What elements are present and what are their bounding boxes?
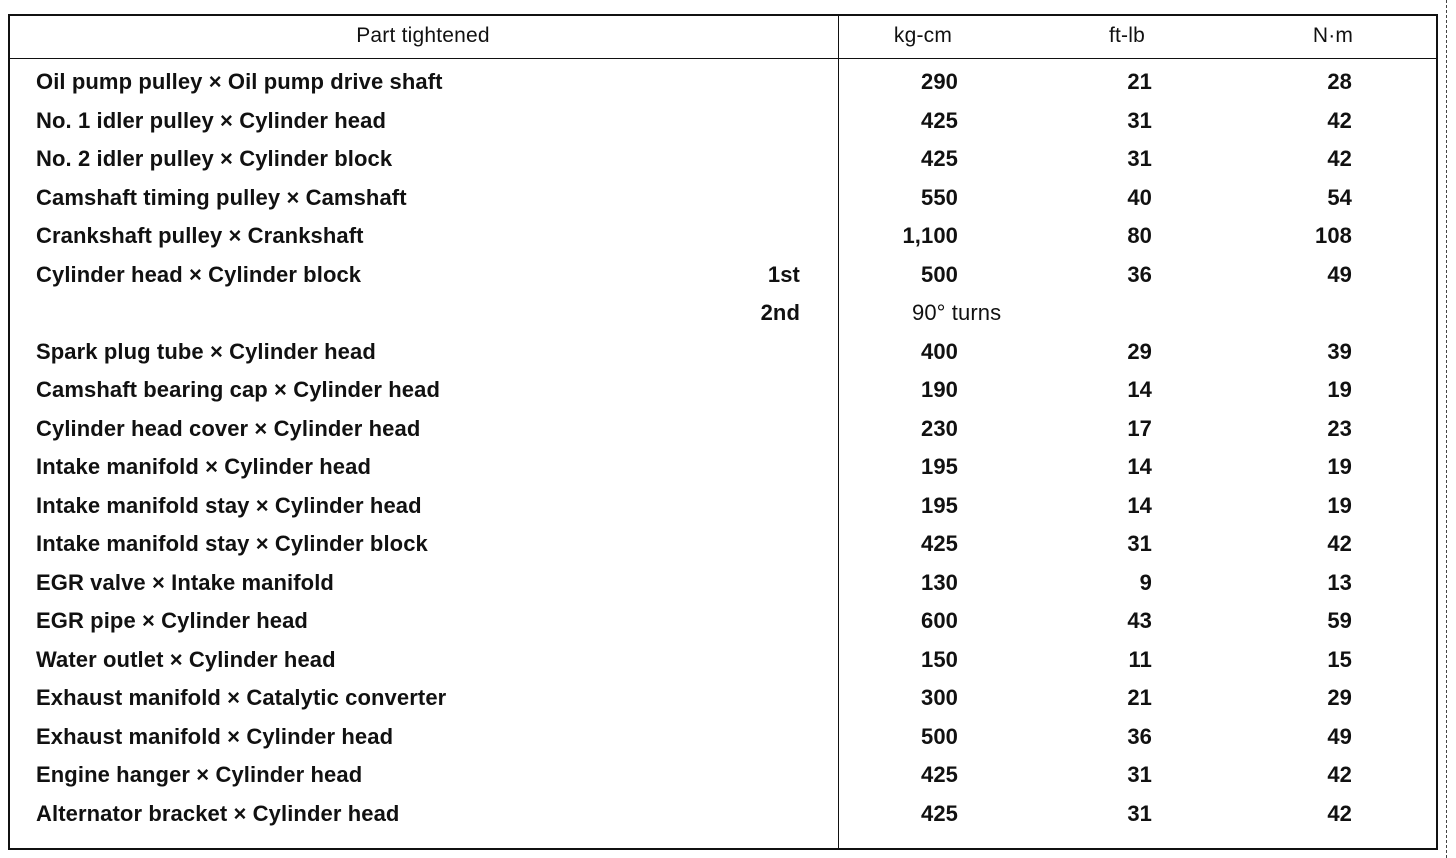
ft-lb-cell: 36 (1127, 261, 1152, 287)
table-row (0, 755, 1440, 794)
kg-cm-cell: 195 (920, 454, 958, 479)
table-row (0, 486, 1440, 525)
n-m-cell: 39 (1327, 338, 1352, 364)
kg-cm-cell: 290 (920, 69, 958, 94)
part-tightened-cell: Alternator bracket × Cylinder head (36, 800, 400, 826)
n-m-cell: 49 (1327, 261, 1352, 287)
n-m-cell: 19 (1327, 377, 1352, 402)
kg-cm-cell: 500 (920, 723, 958, 749)
ft-lb-cell: 43 (1127, 608, 1152, 633)
part-tightened-cell: Engine hanger × Cylinder head (36, 762, 363, 787)
n-m-cell: 108 (1314, 223, 1352, 248)
part-tightened-cell: Exhaust manifold × Catalytic converter (36, 685, 447, 710)
kg-cm-cell: 425 (920, 107, 958, 133)
table-row (0, 370, 1440, 409)
header-part-tightened: Part tightened (356, 24, 490, 47)
table-row (0, 717, 1440, 756)
kg-cm-cell: 550 (920, 184, 958, 210)
ft-lb-cell: 11 (1128, 646, 1152, 672)
ft-lb-cell: 31 (1127, 800, 1152, 826)
part-tightened-cell: Crankshaft pulley × Crankshaft (36, 223, 364, 248)
table-row (0, 601, 1440, 640)
ft-lb-cell: 29 (1127, 338, 1152, 364)
table-row (0, 101, 1440, 140)
tightening-step-cell: 2nd (760, 300, 800, 325)
n-m-cell: 23 (1327, 415, 1352, 441)
n-m-cell: 29 (1327, 685, 1352, 710)
table-row (0, 409, 1440, 448)
header-ft-lb: ft-lb (1108, 24, 1145, 47)
ft-lb-cell: 31 (1127, 762, 1152, 787)
header-divider (8, 58, 1438, 59)
kg-cm-cell: 230 (920, 415, 958, 441)
page-edge-dashed-line (1446, 0, 1447, 858)
table-row (0, 255, 1440, 294)
kg-cm-cell: 425 (920, 531, 958, 556)
table-row (0, 563, 1440, 602)
part-tightened-cell: Cylinder head cover × Cylinder head (36, 415, 421, 441)
part-tightened-cell: Oil pump pulley × Oil pump drive shaft (36, 69, 443, 94)
n-m-cell: 42 (1327, 107, 1352, 133)
kg-cm-cell: 130 (920, 569, 958, 595)
table-row (0, 447, 1440, 486)
kg-cm-cell: 190 (920, 377, 958, 402)
table-row (0, 794, 1440, 833)
ft-lb-cell: 14 (1127, 377, 1152, 402)
table-row (0, 139, 1440, 178)
ft-lb-cell: 21 (1127, 685, 1152, 710)
ft-lb-cell: 31 (1127, 146, 1152, 171)
header-kg-cm: kg-cm (893, 24, 953, 47)
kg-cm-cell: 400 (920, 338, 958, 364)
part-tightened-cell: EGR pipe × Cylinder head (36, 608, 308, 633)
ft-lb-cell: 21 (1127, 69, 1152, 94)
part-tightened-cell: Intake manifold stay × Cylinder block (36, 531, 428, 556)
n-m-cell: 59 (1327, 608, 1352, 633)
kg-cm-cell: 500 (920, 261, 958, 287)
ft-lb-cell: 36 (1127, 723, 1152, 749)
kg-cm-cell: 425 (920, 146, 958, 171)
n-m-cell: 42 (1327, 146, 1352, 171)
kg-cm-cell: 600 (920, 608, 958, 633)
table-row (0, 293, 1440, 332)
ft-lb-cell: 31 (1127, 107, 1152, 133)
ft-lb-cell: 31 (1127, 531, 1152, 556)
kg-cm-cell: 300 (920, 685, 958, 710)
tightening-step-cell: 1st (767, 261, 800, 287)
table-row (0, 332, 1440, 371)
header-n-m: N·m (1312, 24, 1354, 47)
part-tightened-cell: No. 1 idler pulley × Cylinder head (36, 107, 386, 133)
kg-cm-cell: 425 (920, 800, 958, 826)
n-m-cell: 28 (1327, 69, 1352, 94)
part-tightened-cell: Spark plug tube × Cylinder head (36, 338, 376, 364)
table-row (0, 216, 1440, 255)
table-row (0, 178, 1440, 217)
n-m-cell: 42 (1327, 531, 1352, 556)
kg-cm-cell: 195 (920, 492, 958, 518)
part-tightened-cell: No. 2 idler pulley × Cylinder block (36, 146, 393, 171)
part-tightened-cell: Intake manifold × Cylinder head (36, 454, 372, 479)
ft-lb-cell: 14 (1127, 492, 1152, 518)
n-m-cell: 19 (1327, 492, 1352, 518)
n-m-cell: 19 (1327, 454, 1352, 479)
table-row (0, 640, 1440, 679)
turns-cell: 90° turns (912, 300, 1002, 325)
part-tightened-cell: Intake manifold stay × Cylinder head (36, 492, 422, 518)
part-tightened-cell: Camshaft bearing cap × Cylinder head (36, 377, 440, 402)
n-m-cell: 42 (1327, 800, 1352, 826)
kg-cm-cell: 425 (920, 762, 958, 787)
table-body (0, 62, 1440, 832)
n-m-cell: 54 (1327, 184, 1352, 210)
part-tightened-cell: Camshaft timing pulley × Camshaft (36, 184, 407, 210)
table-row (0, 62, 1440, 101)
ft-lb-cell: 80 (1127, 223, 1152, 248)
n-m-cell: 15 (1327, 646, 1352, 672)
ft-lb-cell: 17 (1127, 415, 1152, 441)
ft-lb-cell: 40 (1127, 184, 1152, 210)
n-m-cell: 13 (1327, 569, 1352, 595)
n-m-cell: 49 (1327, 723, 1352, 749)
kg-cm-cell: 1,100 (902, 223, 958, 248)
part-tightened-cell: Exhaust manifold × Cylinder head (36, 723, 394, 749)
kg-cm-cell: 150 (920, 646, 958, 672)
ft-lb-cell: 14 (1127, 454, 1152, 479)
part-tightened-cell: Cylinder head × Cylinder block (36, 261, 362, 287)
part-tightened-cell: Water outlet × Cylinder head (36, 646, 336, 672)
part-tightened-cell: EGR valve × Intake manifold (36, 569, 334, 595)
ft-lb-cell: 9 (1139, 569, 1152, 595)
table-row (0, 524, 1440, 563)
table-row (0, 678, 1440, 717)
n-m-cell: 42 (1327, 762, 1352, 787)
